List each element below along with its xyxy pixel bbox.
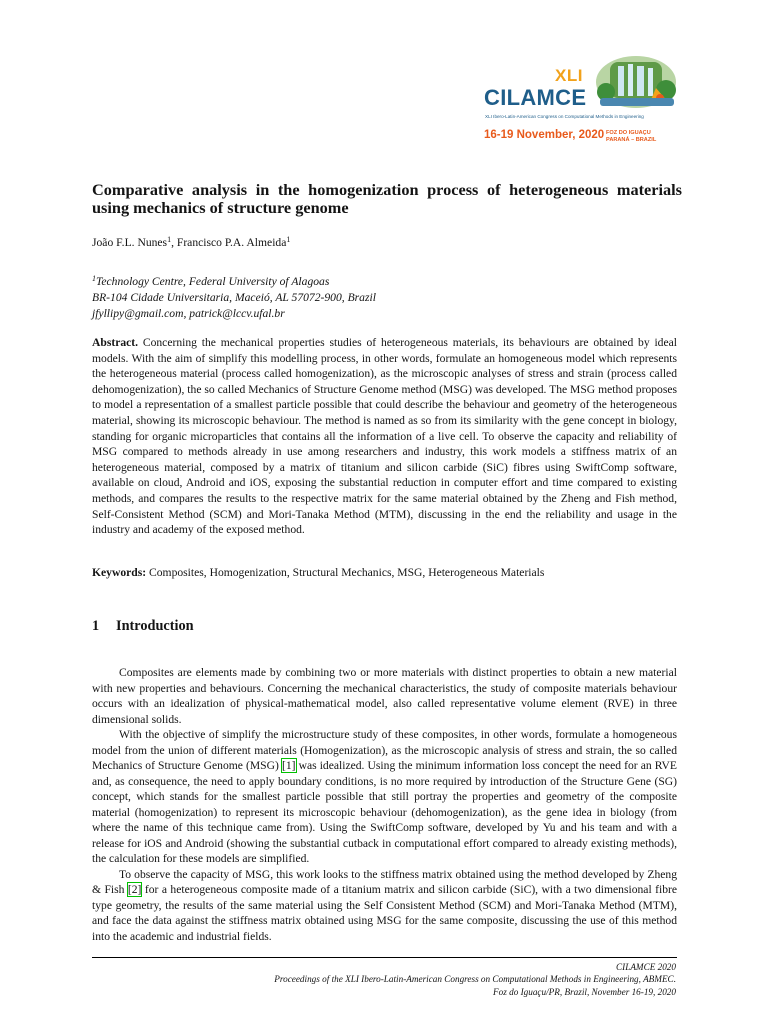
abstract-label: Abstract. [92,336,139,349]
author-list [92,236,290,249]
author-affiliation-mark: 1 [286,235,291,244]
section-title: Introduction [116,618,194,634]
citation-link[interactable]: [2] [127,883,142,896]
paragraph-text: was idealized. Using the minimum information loss concept the need for an RVE and, as consequence, the need to apply boundary conditions, is no more required by introduction of the Structure Gene (SG) concept, which stands for the smallest particle possible that still portray the properties and geometry of the composite material (homogenization) to represent its microscopic behaviour (dehomogenization), as the gene idea in biology (from where the name of this technique came from). Using the SwiftComp software, developed by Yu and his team and with a release for iOS and Android (showing the substantial cutback in computational effort compared to already existing methods), the calculation for these models are simplified. [92,759,678,865]
logo-dates: 16-19 November, 2020 [484,129,605,141]
affiliation-address: BR-104 Cidade Universitaria, Maceió, AL 57072-900, Brazil [92,291,376,304]
section-heading [92,618,194,635]
affiliation-institution: Technology Centre, Federal University of Alagoas [96,275,330,288]
keywords [92,566,677,579]
logo-edition: XLI [555,66,583,85]
paragraph-text: To observe the capacity of MSG, this work looks to the stiffness matrix obtained using the method developed by Zheng & Fish [92,867,677,896]
author-name: João F.L. Nunes [92,236,168,249]
author-separator: , [171,236,177,249]
section-number: 1 [92,618,100,634]
author-affiliation-mark: 1 [167,235,172,244]
paragraph: Composites are elements made by combining two or more materials with distinct properties to obtain a new material with new properties and behaviours. Concerning the mechanical characteristics, the study of composite materials behaviour occurs with an idealization of physical-mathematical model, also called representative volume element (RVE) in three dimensional solids. [92,666,677,726]
footer-divider [92,957,677,958]
footer-location-date: Foz do Iguaçu/PR, Brazil, November 16-19, 2020 [493,986,676,997]
logo-subtitle: XLI Ibero-Latin-American Congress on Computational Methods in Engineering [485,114,644,119]
logo-location [606,130,656,144]
paragraph [92,867,677,945]
keywords-text: Composites, Homogenization, Structural Mechanics, MSG, Heterogeneous Materials [149,566,545,579]
introduction-body [92,665,677,944]
paper-title: Comparative analysis in the homogenization process of heterogeneous materials using mechanics of structure genome [92,180,682,217]
affiliation-block [92,274,376,322]
paragraph [92,727,677,867]
paragraph-text: for a heterogeneous composite made of a titanium matrix and silicon carbide (SiC), with a two dimensional fibre type geometry, the results of the same material using the Self Consistent Method (SCM) and Mori-Tanaka Method (MTM), and face the data against the stiffness matrix obtained using MSG for the same composite, discussing the use of this method into the academic and industrial fields. [92,883,677,943]
paragraph-text: With the objective of simplify the microstructure study of these composites, in other words, formulate a homogeneous model from the union of different materials (Homogenization), as the microscopic analysis of stress and strain, the so called Mechanics of Structure Genome (MSG) [92,728,677,772]
page-footer [274,961,676,998]
affiliation-mark: 1 [92,274,96,283]
footer-conference: CILAMCE 2020 [616,962,676,972]
logo-name: CILAMCE [484,85,587,110]
logo-location-line1: FOZ DO IGUAÇU [606,130,651,136]
logo-location-line2: PARANÁ – BRAZIL [606,137,657,143]
waterfall-illustration-icon [590,52,680,114]
affiliation-emails: jfyllipy@gmail.com, patrick@lccv.ufal.br [92,307,285,320]
affiliation-line [92,274,376,290]
author-name: Francisco P.A. Almeida [176,236,287,249]
keywords-label: Keywords: [92,566,147,579]
abstract-text: Concerning the mechanical properties studies of heterogeneous materials, its behaviours are obtained by ideal models. With the aim of simplify this modelling process, in other words, formulate an homogeneous model which represents the heterogeneous material (process called homogenization), as the microscopic analyses of stress and strain (process called dehomogenization), the so called Mechanics of Structure Genome method (MSG) was developed. The MSG method proposes to model a representation of a smallest particle possible that could describe the behaviour and geometry of the heterogeneous material, showing its microscopic behaviour. The method is named as so from its similarity with the gene concept in biology, standing for organic microparticles that contains all the information of a live cell. To observe the capacity and reliability of MSG compared to methods already in use among researchers and industry, this work models a stiffness matrix of an heterogeneous material, composed by a matrix of titanium and silicon carbide (SiC) fibres using SwiftComp software, available on cloud, Android and iOS, exposing the substantial reduction in computer effort and time compared to existing methods, and compares the results to the respective matrix for the same material obtained by the Zheng and Fish method, Self-Consistent Method (SCM) and Mori-Tanaka Method (MTM), discussing in the end the reliability and usage in the industry and academy of the exposed method. [92,336,677,537]
citation-link[interactable]: [1] [281,759,296,772]
conference-logo [482,52,678,148]
abstract [92,335,677,538]
footer-proceedings: Proceedings of the XLI Ibero-Latin-American Congress on Computational Methods in Engineering, ABMEC. [274,974,676,985]
